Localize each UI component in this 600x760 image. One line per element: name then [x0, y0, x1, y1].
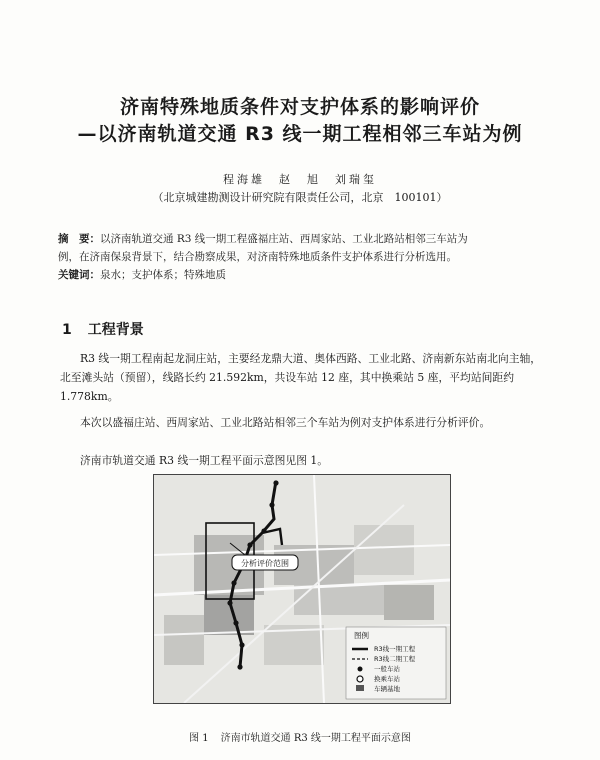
caption-text: 济南市轨道交通 R3 线一期工程平面示意图	[220, 733, 411, 744]
keywords-text: 泉水；支护体系；特殊地质	[100, 269, 226, 281]
route-map-svg	[154, 475, 450, 703]
body-paragraph-2: 本次以盛福庄站、西周家站、工业北路站相邻三个车站为例对支护体系进行分析评价。	[80, 416, 491, 429]
paper-title-line2: —以济南轨道交通 R3 线一期工程相邻三车站为例	[77, 123, 523, 145]
legend-item-2: R3线二期工程	[374, 655, 416, 663]
map-callout: 分析评价范围	[241, 559, 289, 568]
abstract-label: 摘 要：	[58, 233, 100, 245]
figure-caption	[0, 729, 600, 744]
legend-item-4: 换乘车站	[374, 675, 400, 683]
affiliation: （北京城建勘测设计研究院有限责任公司，北京 100101）	[152, 191, 448, 204]
authors: 程海雄 赵 旭 刘瑞玺	[223, 173, 377, 186]
abstract-text-1: 以济南轨道交通 R3 线一期工程盛福庄站、西周家站、工业北路站相邻三车站为	[100, 233, 468, 245]
keywords	[58, 266, 548, 284]
abstract-line2: 例，在济南保泉背景下，结合勘察成果，对济南特殊地质条件支护体系进行分析选用。	[58, 251, 457, 263]
keywords-label: 关键词：	[58, 269, 100, 281]
legend-item-3: 一般车站	[374, 665, 400, 673]
map-legend	[346, 627, 446, 699]
body-paragraph-1: R3 线一期工程南起龙洞庄站，主要经龙鼎大道、奥体西路、工业北路、济南新东站南北向主轴，北至滩头站（预留），线路长约 21.592km，共设车站 12 座，其中换乘站 5 座，平均站间距约 1.778km。	[60, 352, 542, 403]
abstract-line1	[58, 230, 548, 248]
body-paragraph-3: 济南市轨道交通 R3 线一期工程平面示意图见图 1。	[80, 454, 329, 467]
paper-title-line1: 济南特殊地质条件对支护体系的影响评价	[119, 96, 480, 118]
section-number: 1	[62, 322, 72, 338]
caption-label: 图 1	[189, 733, 209, 744]
section-title: 工程背景	[87, 322, 144, 338]
legend-item-1: R3线一期工程	[374, 645, 416, 653]
legend-item-5: 车辆基地	[374, 685, 400, 693]
section-heading	[62, 319, 144, 339]
route-map-figure	[153, 474, 451, 704]
legend-title: 图例	[354, 631, 369, 640]
